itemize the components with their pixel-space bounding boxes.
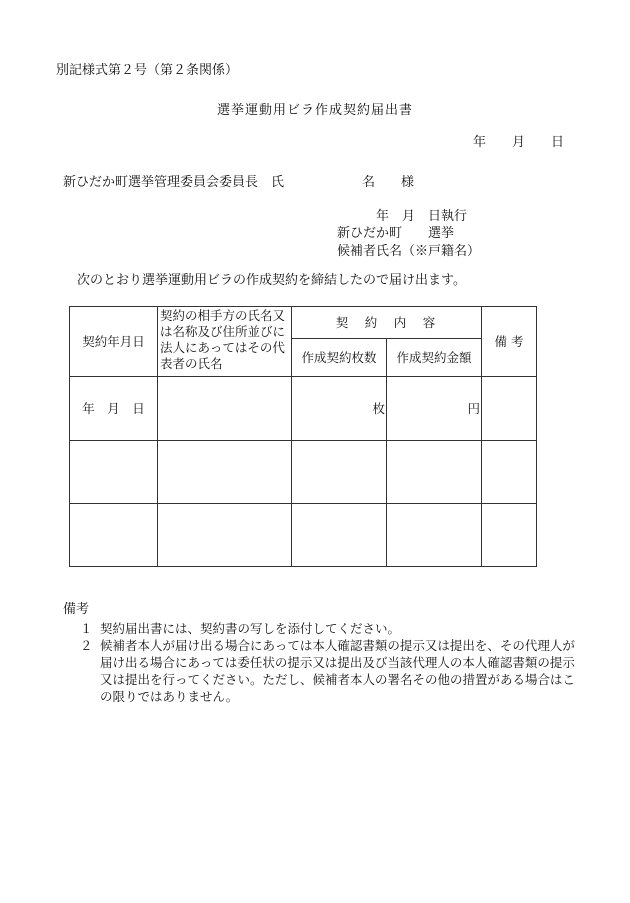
remark-number: ２ (80, 638, 93, 653)
document-title: 選挙運動用ビラ作成契約届出書 (216, 103, 413, 118)
row-date-cell[interactable] (70, 441, 158, 504)
row-remarks-cell[interactable] (482, 441, 537, 504)
intro-text: 次のとおり選挙運動用ビラの作成契約を締結したので届け出ます。 (77, 273, 466, 288)
row-counterparty-cell[interactable] (158, 504, 292, 567)
remark-number: １ (80, 621, 93, 636)
row-date-cell[interactable] (70, 504, 158, 567)
election-name: 新ひだか町 選挙 (337, 226, 455, 241)
addressee: 新ひだか町選挙管理委員会委員長 氏 名 様 (63, 175, 415, 190)
header-contract-content: 契 約 内 容 (292, 307, 482, 339)
table-row (70, 377, 537, 441)
row-counterparty-cell[interactable] (158, 441, 292, 504)
header-counterparty: 契約の相手方の氏名又は名称及び住所並びに法人にあってはその代表者の氏名 (158, 307, 292, 377)
row-amount-cell[interactable] (387, 504, 482, 567)
remark-text: 契約届出書には、契約書の写しを添付してください。 (100, 621, 401, 636)
row-quantity-cell[interactable]: 枚 (292, 377, 387, 441)
row-amount-cell[interactable]: 円 (387, 377, 482, 441)
table-header-row (70, 307, 537, 339)
row-amount-cell[interactable] (387, 441, 482, 504)
row-quantity-cell[interactable] (292, 441, 387, 504)
table-row (70, 504, 537, 567)
form-code: 別記様式第２号（第２条関係） (56, 63, 239, 78)
header-remarks: 備 考 (482, 307, 537, 377)
header-amount: 作成契約金額 (387, 339, 482, 377)
remark-text: 候補者本人が届け出る場合にあっては本人確認書類の提示又は提出を、その代理人が届け出る場合にあっては委任状の提示又は提出及び当該代理人の本人確認書類の提示又は提出を行ってください。ただし、候補者本人の署名その他の措置がある場合はこの限りではありません。 (100, 638, 576, 704)
header-contract-date: 契約年月日 (70, 307, 158, 377)
execution-date: 年 月 日執行 (376, 209, 468, 224)
candidate-name-label: 候補者氏名（※戸籍名） (337, 244, 481, 259)
remarks-heading: 備考 (63, 602, 90, 617)
row-remarks-cell[interactable] (482, 504, 537, 567)
header-quantity: 作成契約枚数 (292, 339, 387, 377)
submission-date: 年 月 日 (473, 135, 565, 150)
row-counterparty-cell[interactable] (158, 377, 292, 441)
row-remarks-cell[interactable] (482, 377, 537, 441)
row-date-cell[interactable]: 年 月 日 (70, 377, 158, 441)
row-quantity-cell[interactable] (292, 504, 387, 567)
table-row (70, 441, 537, 504)
contract-table (69, 306, 537, 567)
